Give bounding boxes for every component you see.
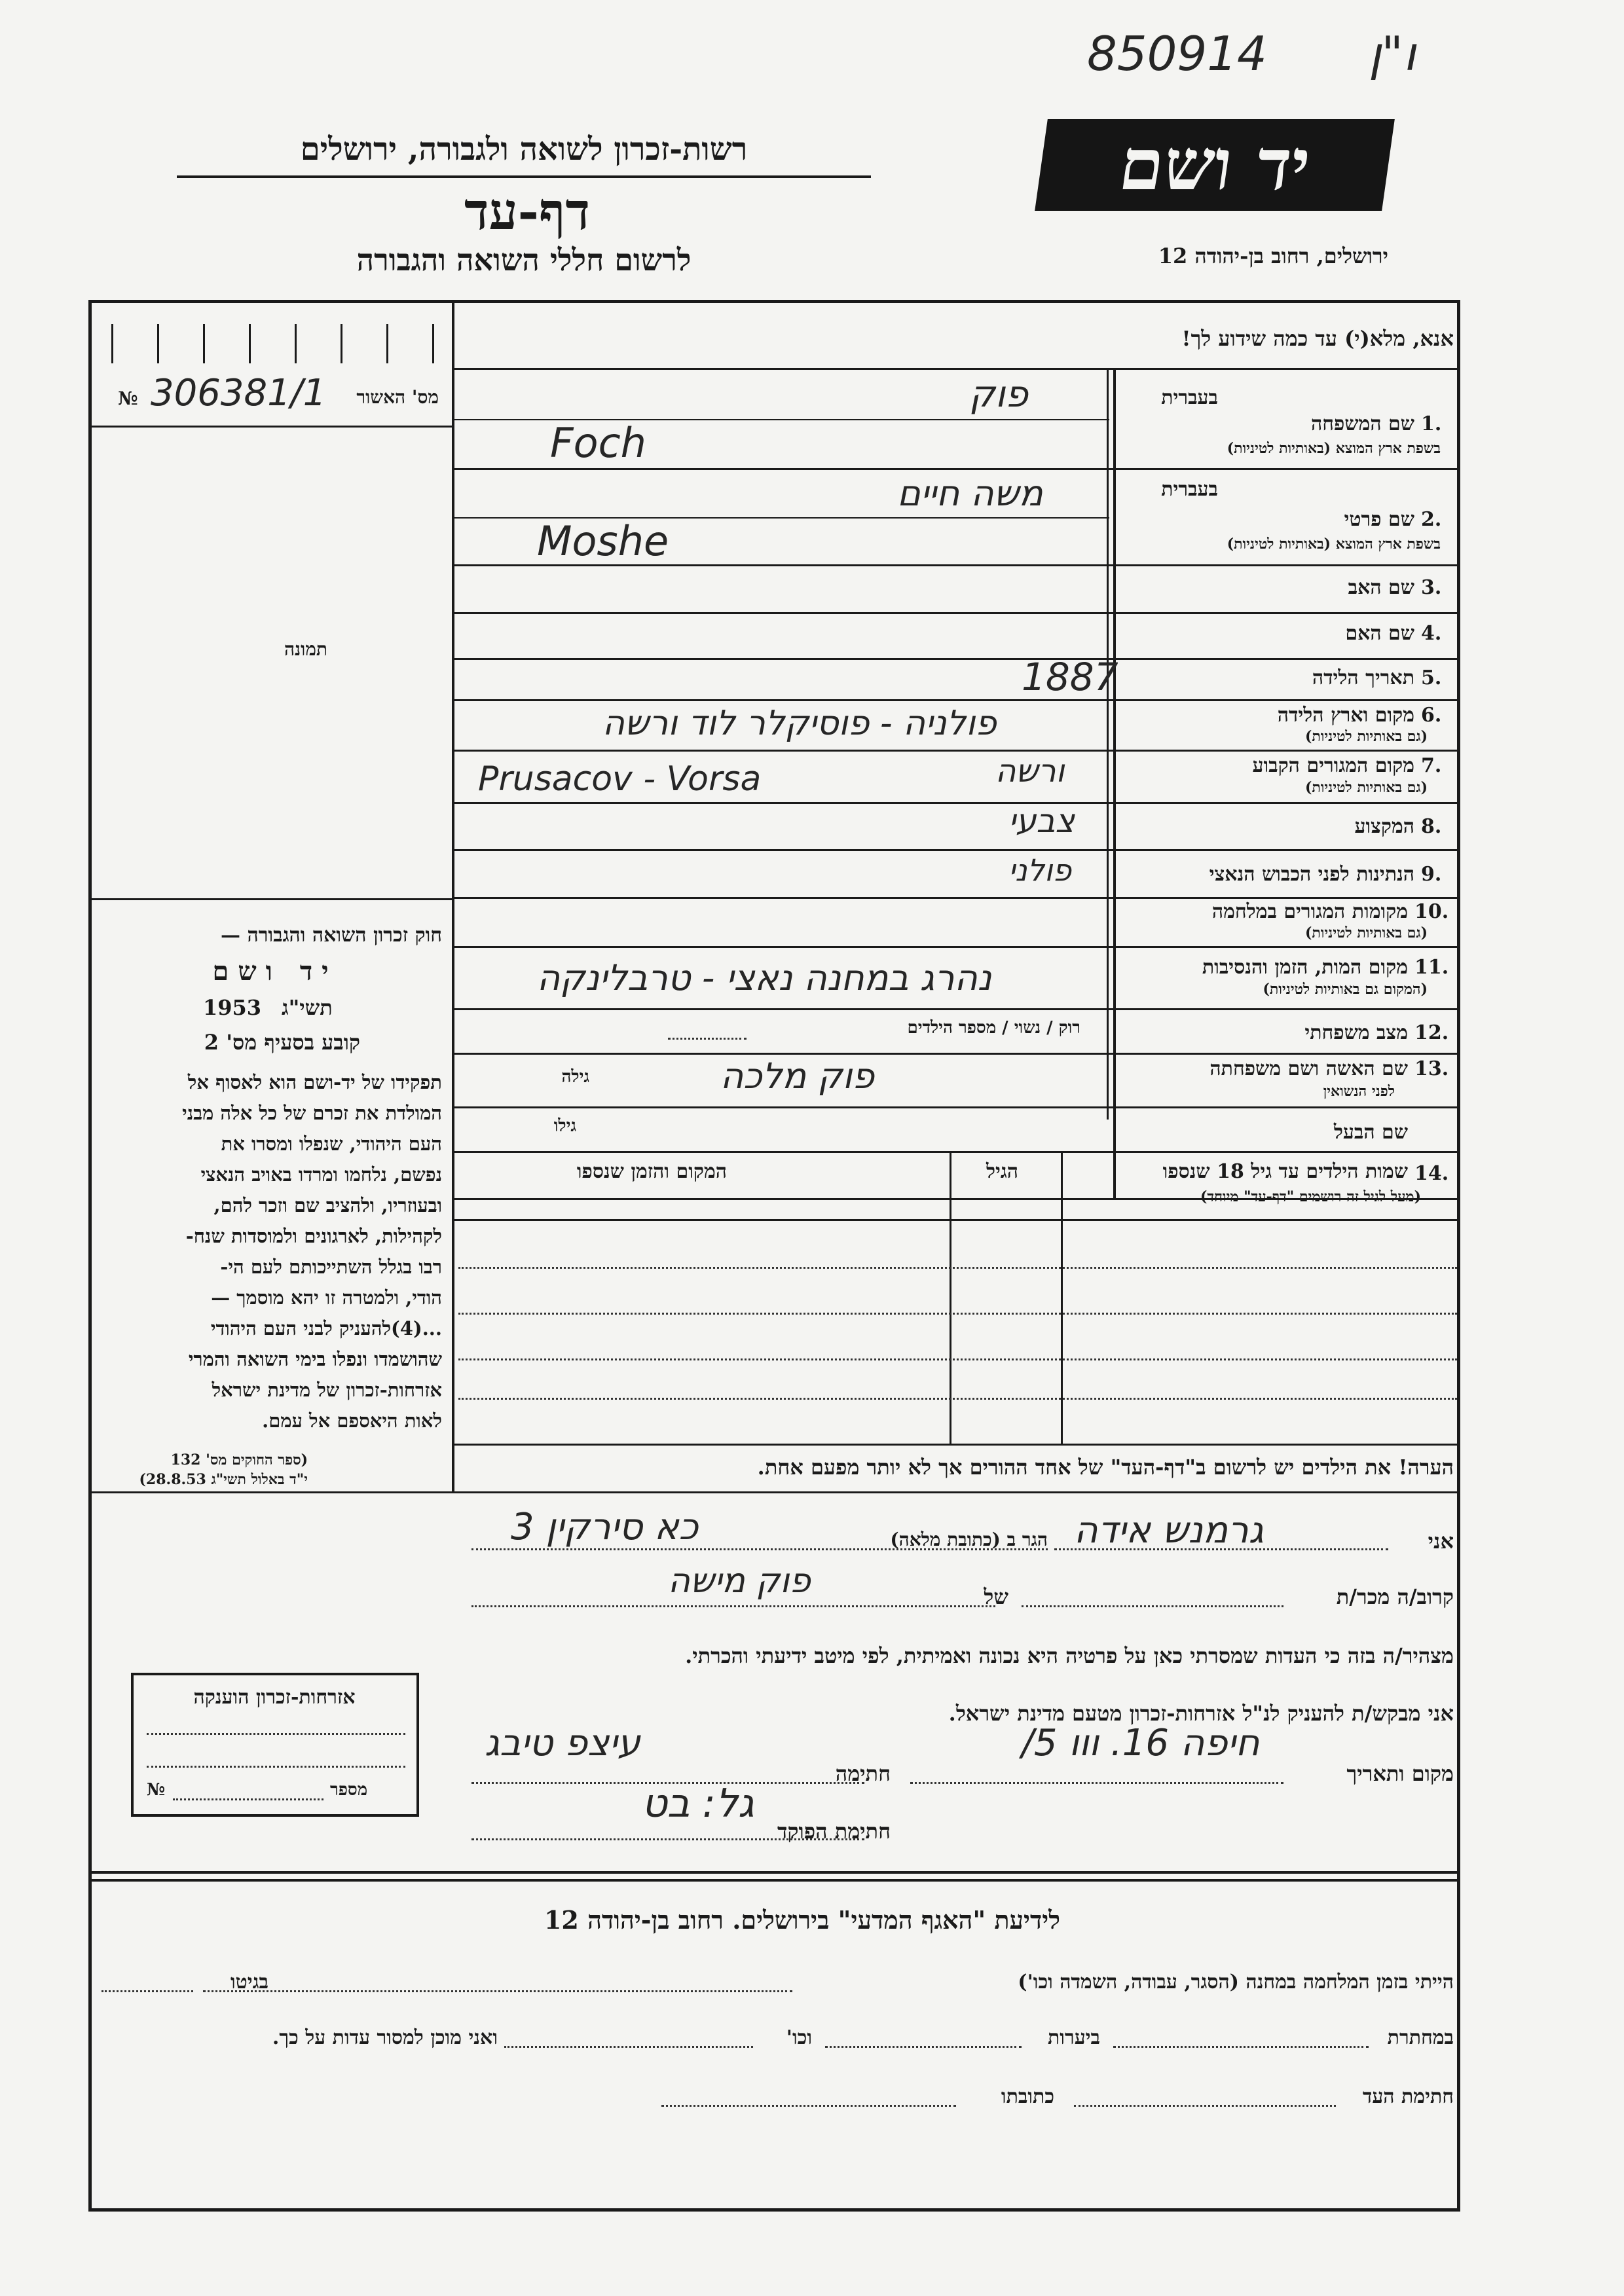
declaration-request: אני מבקש/ת להעניק לנ"ל אזרחות-זכרון מטעם מדינת ישראל. — [948, 1701, 1454, 1726]
bottom-camp-line: הייתי בזמן המלחמה במחנה (הסגר, עבודה, השמדה וכו') — [1018, 1971, 1454, 1994]
certificate-no-sign: № — [147, 1780, 166, 1800]
declaration-of-label: של — [984, 1584, 1008, 1609]
law-panel-bottom — [92, 1491, 454, 1493]
field-13-label: שם האשה ושם משפחתה — [1209, 1057, 1408, 1080]
law-panel-line: נפשם, נלחמו ומרדו באויב הנאצי — [200, 1163, 442, 1186]
field-12-children-count-line — [668, 1038, 747, 1040]
field-7-sublabel: (גם באותיות לטיניות) — [1304, 779, 1428, 796]
law-panel-line: הודי, ולמטרה זו יהא מוסמך — — [211, 1286, 442, 1309]
field-8-number: 8. — [1421, 815, 1442, 838]
law-panel-year: 1953 — [203, 995, 262, 1020]
children-col-divider-1 — [950, 1151, 951, 1446]
law-panel-line: ...(4)להעניק לבני העם היהודי — [210, 1317, 442, 1339]
field-3-number: 3. — [1421, 576, 1442, 599]
husband-age-label: גילו — [553, 1116, 576, 1136]
law-panel-line: אזרחות-זכרון של מדינת ישראל — [212, 1379, 442, 1401]
photo-label: תמונה — [284, 638, 327, 660]
field-5-label: תאריך הלידה — [1312, 666, 1414, 689]
bottom-address: כתובתו — [1001, 2085, 1054, 2108]
authority-title: רשות-זכרון לשואה ולגבורה, ירושלים — [300, 131, 748, 168]
bottom-ghetto: בגיטו — [230, 1971, 268, 1994]
left-column-divider — [452, 300, 454, 1491]
children-names-subheader: (מעל לגיל זה רושמים "דף-עד" מיוחד) — [1200, 1188, 1421, 1205]
field-7-label: מקום המגורים הקבוע — [1252, 754, 1414, 777]
declaration-relative-label: קרוב/ה מכר/ת — [1336, 1584, 1454, 1609]
field-5-value: 1887 — [1022, 655, 1118, 699]
children-age-header: הגיל — [986, 1160, 1018, 1183]
bottom-underground-fill — [1113, 2046, 1369, 2048]
photo-area-bottom — [92, 898, 452, 900]
field-1-sublabel: בשפת ארץ המוצא (באותיות לטיניות) — [1227, 440, 1441, 457]
field-13-value: פוק מלכה — [720, 1055, 875, 1097]
form-title: דף-עד — [464, 182, 590, 242]
signature-label: חתימה — [835, 1761, 891, 1786]
field-12-number: 12. — [1414, 1021, 1449, 1044]
handwritten-mark: ו"ן — [1369, 26, 1416, 81]
field-1-label: שם המשפחה — [1310, 412, 1414, 435]
bottom-separator-2 — [92, 1879, 1457, 1882]
field-12-options: רוק / נשוי / מספר הילדים — [907, 1018, 1080, 1038]
declaration-resident-label: הגר ב (כתובת מלאה) — [890, 1529, 1048, 1550]
bottom-forests-fill — [825, 2046, 1022, 2048]
bottom-underground: במחתרת — [1387, 2026, 1454, 2049]
field-13-age-label: גילה — [561, 1067, 589, 1087]
husband-label: שם הבעל — [1333, 1121, 1408, 1144]
bottom-etc: וכו' — [786, 2026, 812, 2049]
field-11-sublabel: (המקום גם באותיות לטיניות) — [1263, 981, 1428, 998]
field-10-number: 10. — [1414, 900, 1449, 923]
approval-number: 306381/1 — [151, 372, 327, 414]
header-address: ירושלים, רחוב בן-יהודה 12 — [1158, 244, 1388, 268]
officer-signature-value: גל: בט — [642, 1781, 754, 1827]
field-1-number: 1. — [1421, 412, 1442, 435]
law-panel-line: לקהילות, לארגונים ולמוסדות שנח- — [185, 1225, 442, 1247]
field-10-sublabel: (גם באותיות לטיניות) — [1304, 924, 1428, 941]
law-panel-clause: קובע בסעיף מס' 2 — [204, 1030, 360, 1055]
field-1-value-hebrew: פוק — [969, 373, 1028, 416]
children-names-header: שמות הילדים עד גיל 18 שנספו — [1162, 1160, 1408, 1183]
law-panel-line: המולדת את זכרם של כל אלה מבני — [182, 1102, 442, 1124]
field-4-number: 4. — [1421, 622, 1442, 645]
law-panel-line: העם היהודי, שנפלו ומסרו את — [221, 1133, 442, 1155]
declaration-name-value: גרמנש אידה — [1074, 1509, 1264, 1552]
bottom-witness-signature: חתימת העד — [1362, 2085, 1454, 2108]
field-10-label: מקומות המגורים במלחמה — [1211, 900, 1408, 923]
handwritten-reference-number: 850914 — [1087, 26, 1267, 81]
declaration-of-line — [471, 1605, 995, 1607]
label-column-divider — [1113, 370, 1116, 1198]
approval-label: מס' האשור — [356, 386, 439, 408]
certificate-title: אזרחות-זכרון הוענקה — [193, 1686, 356, 1709]
form-subtitle: לרשום חללי השואה והגבורה — [356, 242, 692, 278]
note-underline — [454, 1491, 1457, 1493]
field-11-label: מקום המות, הזמן והנסיבות — [1202, 956, 1408, 979]
field-2-label: שם פרטי — [1344, 508, 1414, 531]
approval-row-line — [92, 426, 452, 428]
field-3-label: שם האב — [1348, 576, 1414, 599]
value-subdivider — [1107, 370, 1109, 1120]
field-2-lang-label: בעברית — [1161, 478, 1218, 501]
field-11-value: נהרג במחנה נאצי - טרבלינקה — [537, 957, 992, 998]
approval-no-sign: № — [118, 388, 138, 409]
law-panel-source-1: (ספר החוקים מס' 132 — [170, 1451, 308, 1468]
children-number: 14. — [1414, 1162, 1449, 1185]
yad-vashem-logo: יד ושם — [1035, 119, 1395, 211]
field-1-lang-label: בעברית — [1161, 386, 1218, 409]
note-text: הערה! את הילדים יש לרשום ב"דף-העד" של אחד ההורים אך לא יותר מפעם אחת. — [757, 1455, 1454, 1480]
certificate-box — [131, 1673, 419, 1817]
bottom-separator-1 — [92, 1871, 1457, 1874]
bottom-ready: ואני מוכן למסור עדות על כך. — [272, 2026, 498, 2049]
law-panel-title: חוק זכרון השואה והגבורה — — [221, 924, 442, 947]
signature-value: עיצפ טיבג — [485, 1722, 640, 1764]
declaration-address-line — [471, 1548, 1048, 1550]
field-6-label: מקום וארץ הלידה — [1277, 704, 1414, 727]
law-panel-line: ובעוזריו, ולהציב שם וזכר להם, — [213, 1194, 442, 1216]
law-panel-year-hebrew: תשי"ג — [282, 995, 333, 1020]
field-6-value: פולניה - פוסיקלר לוד ורשה — [602, 704, 997, 743]
law-panel-text — [92, 1067, 442, 1436]
children-col-divider-2 — [1061, 1151, 1063, 1446]
law-panel-line: תפקידו של יד-ושם הוא לאסוף אל — [187, 1071, 442, 1093]
field-9-value: פולני — [1008, 852, 1072, 888]
field-12-label: מצב משפחתי — [1304, 1021, 1408, 1044]
law-panel-source-2: י"ד באלול תשי"ג 28.8.53) — [139, 1471, 308, 1488]
children-place-header: המקום והזמן שנספו — [576, 1160, 727, 1183]
field-2-number: 2. — [1421, 508, 1442, 531]
bottom-forests: ביערות — [1047, 2026, 1100, 2049]
field-2-value-hebrew: משה חיים — [897, 473, 1043, 514]
instruction-row-line — [454, 368, 1457, 370]
field-2-sublabel: בשפת ארץ המוצא (באותיות לטיניות) — [1227, 536, 1441, 553]
field-7-number: 7. — [1421, 754, 1442, 777]
instruction-text: אנא, מלא(י) עד כמה שידוע לך! — [1181, 326, 1454, 351]
field-13-sublabel: לפני הנשואין — [1323, 1083, 1395, 1100]
declaration-statement: מצהיר/ה בזה כי העדות שמסרתי כאן על פרטיה היא נכונה ואמיתית, לפי מיטב ידיעתי והכרתי. — [685, 1643, 1454, 1668]
field-7-value-hebrew: ורשה — [995, 753, 1065, 790]
declaration-relative-line — [1022, 1605, 1283, 1607]
field-2-value-latin: Moshe — [537, 517, 669, 565]
law-panel-line: לאות היאספם אל עמם. — [262, 1410, 442, 1432]
officer-signature-line — [471, 1838, 864, 1840]
law-panel-line: רבו בגלל השתייכותם לעם הי- — [220, 1256, 442, 1278]
declaration-i-label: אני — [1428, 1529, 1454, 1554]
field-7-value-latin: Prusacov - Vorsa — [478, 759, 762, 799]
field-5-number: 5. — [1421, 666, 1442, 689]
field-9-number: 9. — [1421, 863, 1442, 886]
field-6-number: 6. — [1421, 704, 1442, 727]
field-13-number: 13. — [1414, 1057, 1449, 1080]
declaration-address-value: כא סירקין 3 — [511, 1506, 699, 1548]
field-1-value-latin: Foch — [550, 419, 646, 467]
field-8-value: צבעי — [1008, 802, 1075, 840]
field-4-label: שם האם — [1345, 622, 1414, 645]
field-9-label: הנתינות לפני הכבוש הנאצי — [1209, 863, 1414, 886]
bottom-title: לידיעת "האגף המדעי" בירושלים. רחוב בן-יהודה 12 — [544, 1905, 1061, 1935]
certificate-number-label: מספר — [330, 1780, 368, 1800]
approval-digit-boxes — [111, 324, 439, 363]
law-panel-name: יד ושם — [212, 956, 338, 987]
field-11-number: 11. — [1414, 956, 1449, 979]
bottom-camp-fill — [203, 1990, 792, 1992]
place-date-line — [910, 1782, 1283, 1784]
declaration-of-value: פוק מישה — [668, 1561, 811, 1601]
bottom-address-fill — [661, 2105, 956, 2107]
place-date-label: מקום ותאריך — [1346, 1761, 1454, 1786]
field-6-sublabel: (גם באותיות לטיניות) — [1304, 728, 1428, 745]
bottom-etc-fill — [504, 2046, 753, 2048]
place-date-value: חיפה 16. ווו 5/ — [1022, 1722, 1260, 1764]
authority-underline — [177, 175, 871, 178]
bottom-witness-fill — [1074, 2105, 1336, 2107]
officer-signature-label: חתימת הפוקד — [777, 1819, 891, 1844]
bottom-ghetto-fill — [101, 1990, 193, 1992]
law-panel-line: שהושמדו ונפלו בימי השואה והמרי — [188, 1348, 442, 1370]
field-8-label: המקצוע — [1354, 815, 1414, 838]
